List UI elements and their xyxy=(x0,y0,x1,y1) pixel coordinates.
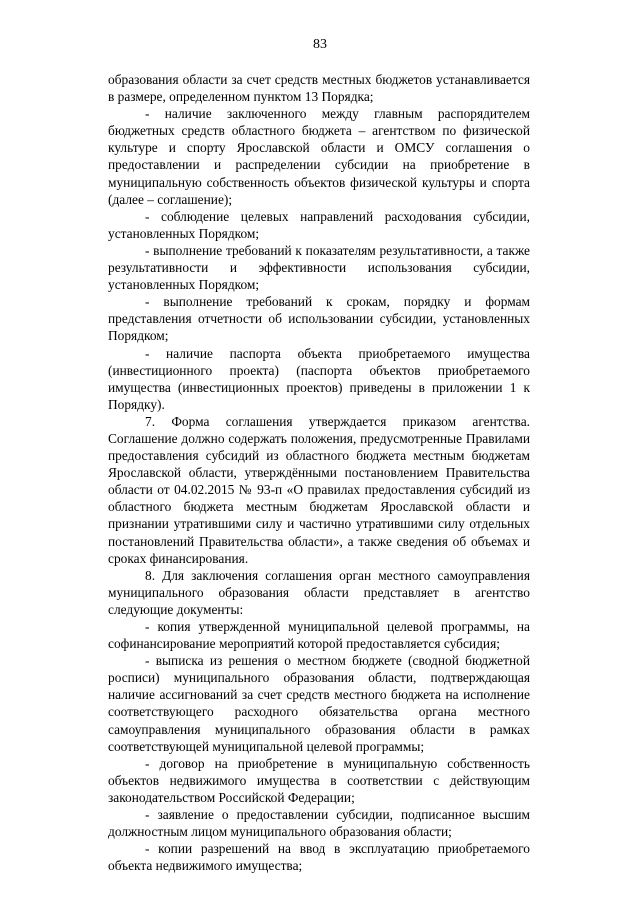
paragraph: - выписка из решения о местном бюджете (сводной бюджетной росписи) муниципального образования области, подтверждающая наличие ассигнований за счет средств местного бюджета на исполнение соответствующего расходного обязательства органа местного самоуправления муниципального образования области в рамках соответствующей муниципальной целевой программы; xyxy=(108,653,530,754)
paragraph: 7. Форма соглашения утверждается приказом агентства. Соглашение должно содержать положения, предусмотренные Правилами предоставления субсидий из областного бюджета местным бюджетам Ярославской области, утверждёнными постановлением Правительства области от 04.02.2015 № 93-п «О правилах предоставления субсидий из областного бюджета местным бюджетам Ярославской области и признании утратившими силу и частично утратившими силу отдельных постановлений Правительства области», а также сведения об объемах и сроках финансирования. xyxy=(108,413,530,566)
document-body xyxy=(108,71,530,874)
paragraph: - копия утвержденной муниципальной целевой программы, на софинансирование мероприятий которой предоставляется субсидия; xyxy=(108,619,530,652)
paragraph: 8. Для заключения соглашения орган местного самоуправления муниципального образования области представляет в агентство следующие документы: xyxy=(108,567,530,617)
paragraph: - заявление о предоставлении субсидии, подписанное высшим должностным лицом муниципального образования области; xyxy=(108,807,530,840)
paragraph: - копии разрешений на ввод в эксплуатацию приобретаемого объекта недвижимого имущества; xyxy=(108,841,530,874)
paragraph: - выполнение требований к показателям результативности, а также результативности и эффективности использования субсидии, установленных Порядком; xyxy=(108,242,530,293)
paragraph: - договор на приобретение в муниципальную собственность объектов недвижимого имущества в соответствии с действующим законодательством Российской Федерации; xyxy=(108,755,530,805)
page-number: 83 xyxy=(313,37,327,52)
paragraph: - наличие заключенного между главным распорядителем бюджетных средств областного бюджета – агентством по физической культуре и спорту Ярославской области и ОМСУ соглашения о предоставлении и распределении субсидии на приобретение в муниципальную собственность объектов физической культуры и спорта (далее – соглашение); xyxy=(108,106,530,207)
paragraph: - выполнение требований к срокам, порядку и формам представления отчетности об использовании субсидии, установленных Порядком; xyxy=(108,294,530,344)
paragraph: - соблюдение целевых направлений расходования субсидии, установленных Порядком; xyxy=(108,208,530,241)
paragraph: образования области за счет средств местных бюджетов устанавливается в размере, определенном пунктом 13 Порядка; xyxy=(108,72,530,105)
paragraph: - наличие паспорта объекта приобретаемого имущества (инвестиционного проекта) (паспорта объектов приобретаемого имущества (инвестиционных проектов) приведены в приложении 1 к Порядку). xyxy=(108,345,530,412)
